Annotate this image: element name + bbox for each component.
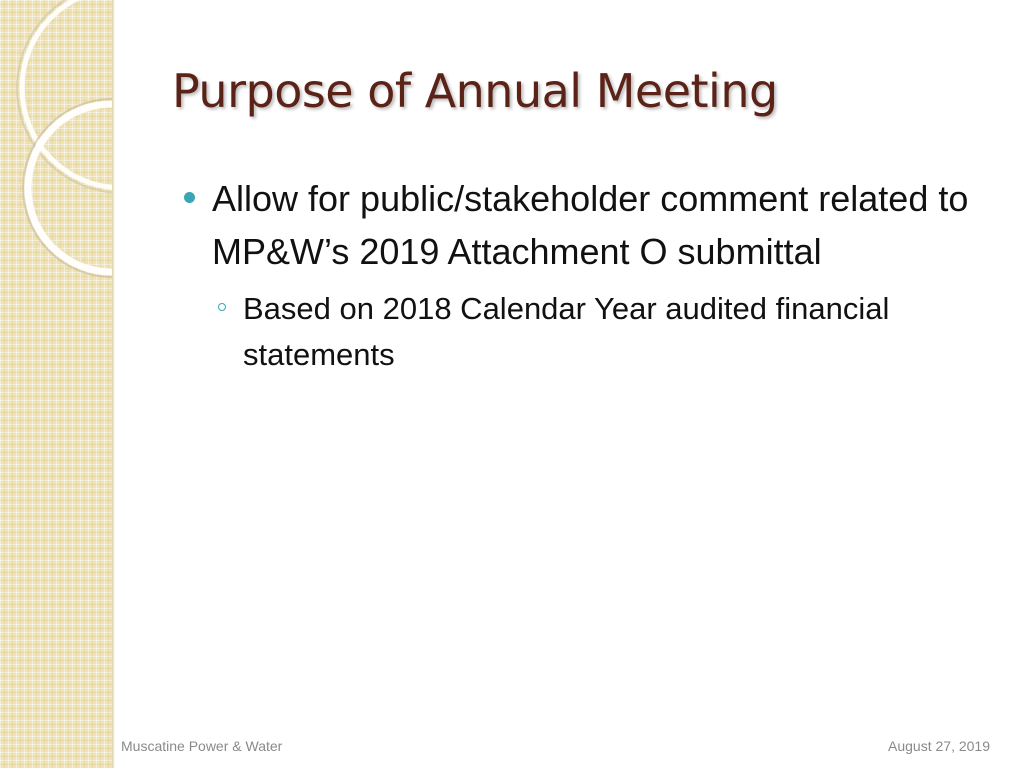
bullet-dot-icon (184, 192, 195, 203)
sub-bullet-ring-icon (218, 303, 226, 311)
slide-title: Purpose of Annual Meeting (172, 64, 778, 118)
bullet-text: Allow for public/stakeholder comment related to MP&W’s 2019 Attachment O submittal (212, 178, 969, 272)
sub-bullet-item (214, 286, 994, 378)
sub-bullet-text: Based on 2018 Calendar Year audited financial statements (243, 291, 890, 372)
bullet-item (184, 172, 994, 278)
footer-date: August 27, 2019 (888, 738, 990, 754)
slide-content (184, 172, 994, 378)
decorative-sidebar (0, 0, 112, 768)
sidebar-divider (112, 0, 115, 768)
decorative-circles (0, 0, 112, 768)
footer-organization: Muscatine Power & Water (121, 738, 283, 754)
